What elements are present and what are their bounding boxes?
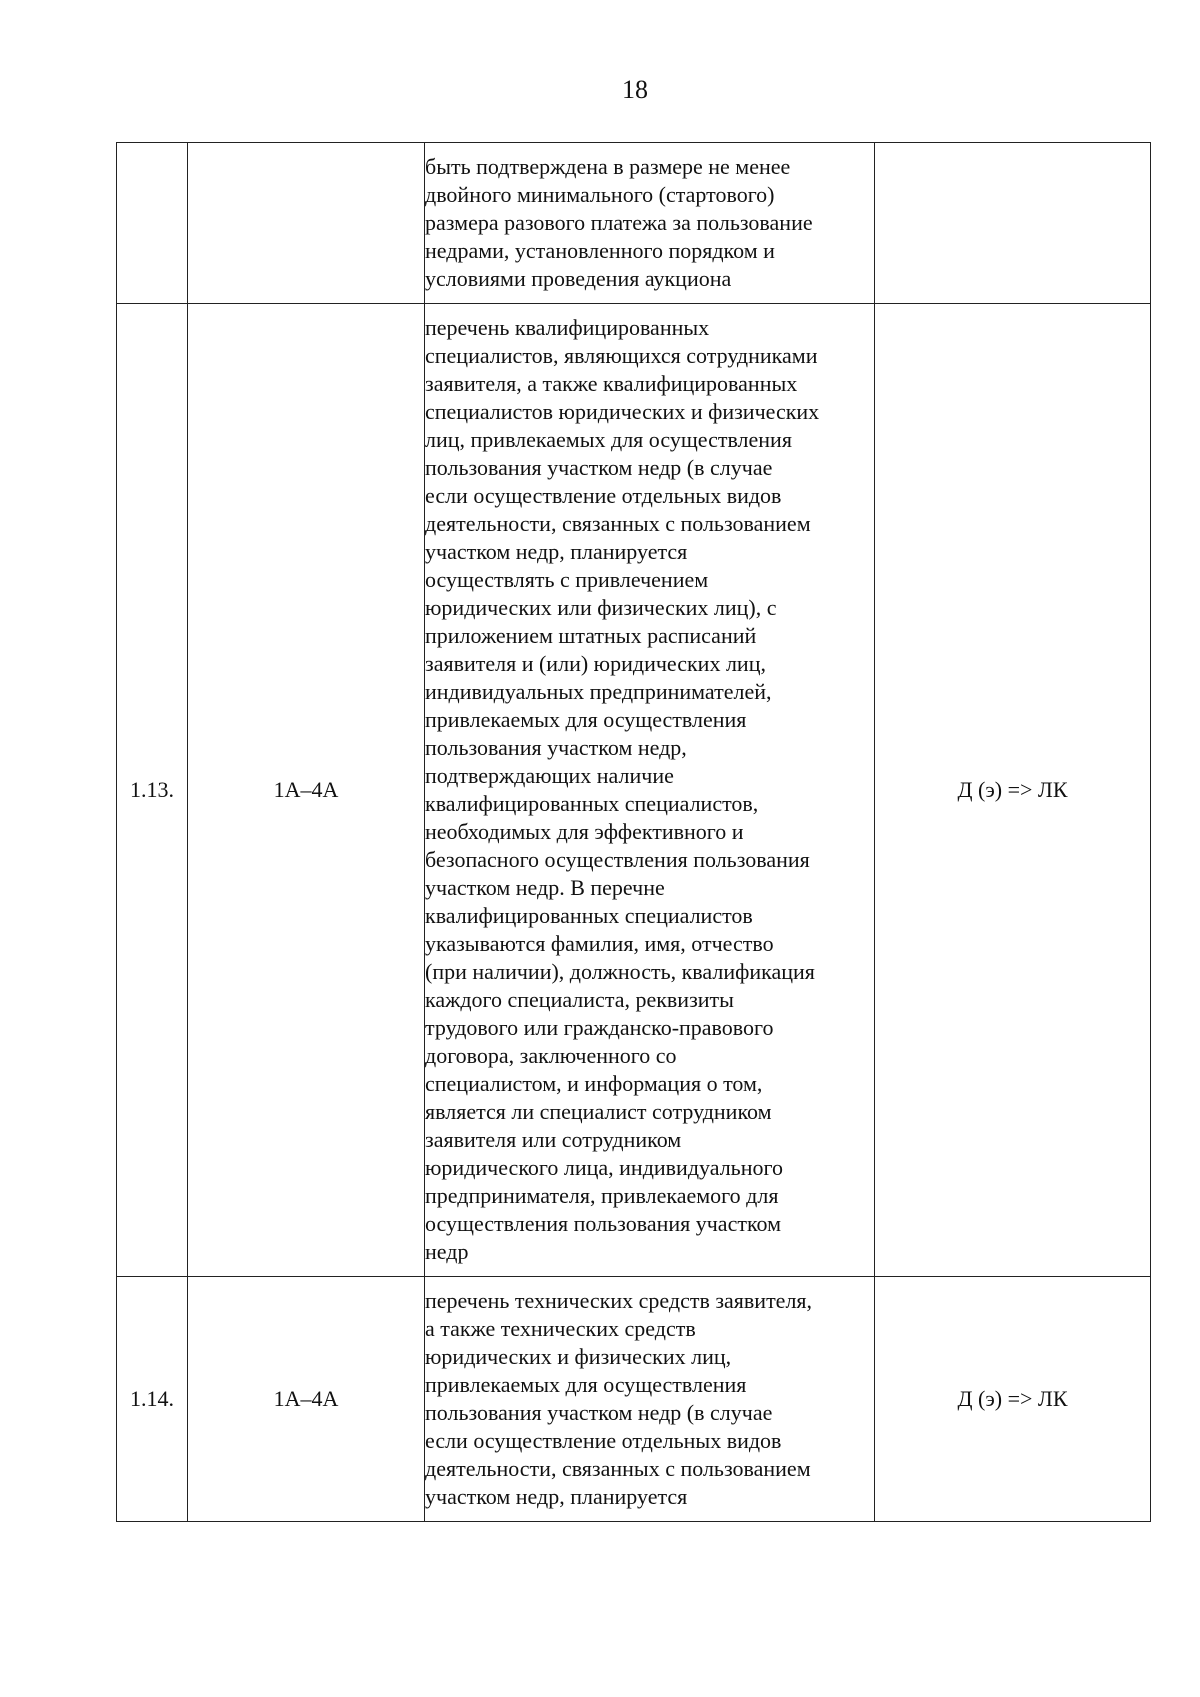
category-code-cell: 1А–4А <box>188 304 425 1277</box>
document-form-cell: Д (э) => ЛК <box>875 1277 1151 1522</box>
document-form-cell: Д (э) => ЛК <box>875 304 1151 1277</box>
requirement-text: быть подтверждена в размере не менее двойного минимального (стартового) размера разового платежа за пользование недрами, установленного порядком и условиями проведения аукциона <box>425 154 813 291</box>
document-form-cell <box>875 143 1151 304</box>
requirements-table <box>116 142 1151 1522</box>
requirement-text-cell <box>425 143 875 304</box>
table-row <box>117 1277 1151 1522</box>
requirement-text-cell <box>425 304 875 1277</box>
table-row <box>117 304 1151 1277</box>
page-number: 18 <box>622 75 648 104</box>
category-code-cell <box>188 143 425 304</box>
item-number-cell: 1.14. <box>117 1277 188 1522</box>
category-code-cell: 1А–4А <box>188 1277 425 1522</box>
requirement-text-cell <box>425 1277 875 1522</box>
item-number-cell <box>117 143 188 304</box>
item-number-cell: 1.13. <box>117 304 188 1277</box>
requirement-text: перечень квалифицированных специалистов, являющихся сотрудниками заявителя, а также квалифицированных специалистов юридических и физических лиц, привлекаемых для осуществления пользования участком недр (в случае если осуществление отдельных видов деятельности, связанных с пользованием участком недр, планируется осуществлять с привлечением юридических или физических лиц), с приложением штатных расписаний заявителя и (или) юридических лиц, индивидуальных предпринимателей, привлекаемых для осуществления пользования участком недр, подтверждающих наличие квалифицированных специалистов, необходимых для эффективного и безопасного осуществления пользования участком недр. В перечне квалифицированных специалистов указываются фамилия, имя, отчество (при наличии), должность, квалификация каждого специалиста, реквизиты трудового или гражданско-правового договора, заключенного со специалистом, и информация о том, является ли специалист сотрудником заявителя или сотрудником юридического лица, индивидуального предпринимателя, привлекаемого для осуществления пользования участком недр <box>425 315 820 1264</box>
requirement-text: перечень технических средств заявителя, а также технических средств юридических и физических лиц, привлекаемых для осуществления пользования участком недр (в случае если осуществление отдельных видов деятельности, связанных с пользованием участком недр, планируется <box>425 1288 813 1509</box>
table-row <box>117 143 1151 304</box>
